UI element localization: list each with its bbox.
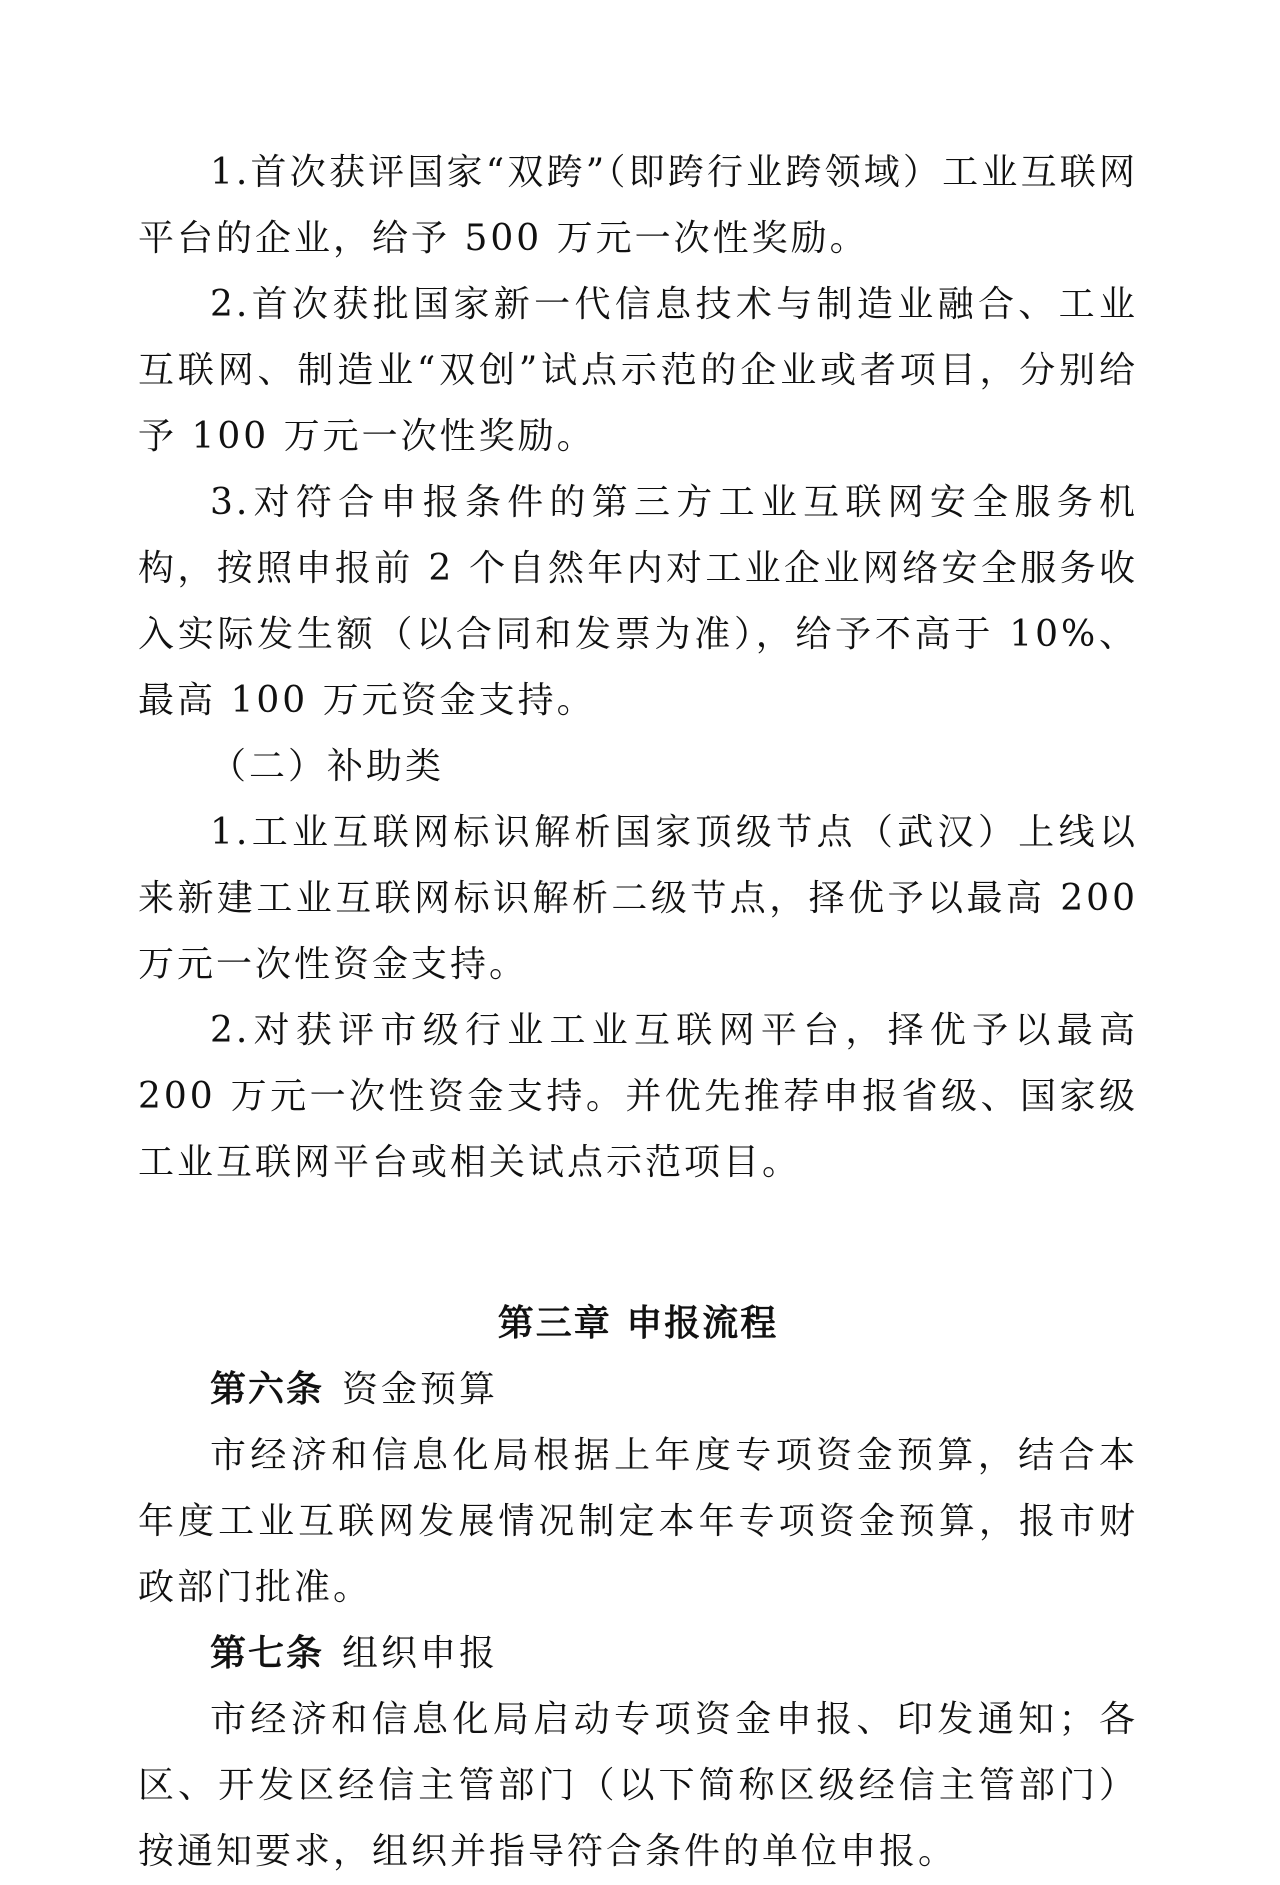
article-7-title: 组织申报 [342,1633,499,1674]
paragraph-award-2: 2.首次获批国家新一代信息技术与制造业融合、工业互联网、制造业“双创”试点示范的企业或者项目，分别给予 100 万元一次性奖励。 [138,284,1138,457]
chapter-title: 第三章 申报流程 [497,1303,779,1344]
article-7-body: 市经济和信息化局启动专项资金申报、印发通知；各区、开发区经信主管部门（以下简称区级经信主管部门）按通知要求，组织并指导符合条件的单位申报。 [138,1699,1138,1872]
article-6-heading [138,1357,1138,1423]
article-7-heading [138,1621,1138,1687]
article-6-title: 资金预算 [342,1369,499,1410]
page-content [138,140,1138,1885]
paragraph-subsidy-1: 1.工业互联网标识解析国家顶级节点（武汉）上线以来新建工业互联网标识解析二级节点，择优予以最高 200 万元一次性资金支持。 [138,812,1138,985]
paragraph-award-3: 3.对符合申报条件的第三方工业互联网安全服务机构，按照申报前 2 个自然年内对工业企业网络安全服务收入实际发生额（以合同和发票为准），给予不高于 10%、最高 100 万元资金支持。 [138,482,1138,721]
article-6-body: 市经济和信息化局根据上年度专项资金预算，结合本年度工业互联网发展情况制定本年专项资金预算，报市财政部门批准。 [138,1435,1138,1608]
paragraph-subsidy-2: 2.对获评市级行业工业互联网平台，择优予以最高 200 万元一次性资金支持。并优先推荐申报省级、国家级工业互联网平台或相关试点示范项目。 [138,1010,1138,1183]
article-7-number: 第七条 [210,1633,325,1674]
section-heading-subsidy: （二）补助类 [210,746,445,787]
article-6-number: 第六条 [210,1369,325,1410]
paragraph-award-1: 1.首次获评国家“双跨”（即跨行业跨领域）工业互联网平台的企业，给予 500 万元一次性奖励。 [138,152,1138,259]
